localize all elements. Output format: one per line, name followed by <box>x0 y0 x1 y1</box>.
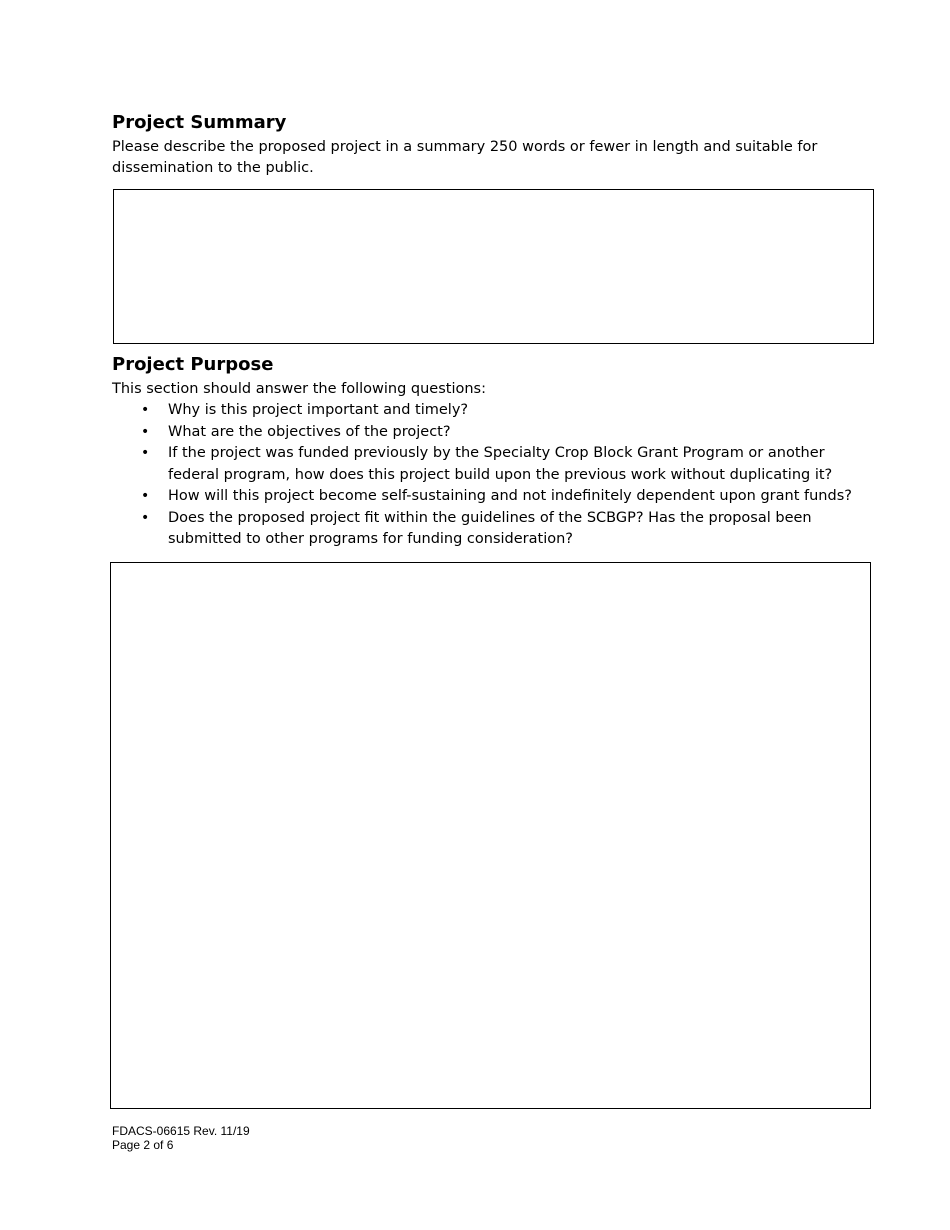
list-item <box>112 422 872 444</box>
bullet-icon: • <box>141 509 150 526</box>
bullet-icon: • <box>141 423 150 440</box>
project-purpose-intro: This section should answer the following questions: <box>112 381 486 397</box>
page-footer <box>112 1124 250 1152</box>
project-purpose-input[interactable] <box>110 562 871 1109</box>
bullet-icon: • <box>141 402 150 418</box>
list-item <box>112 400 872 422</box>
bullet-icon: • <box>141 488 150 504</box>
question-text: Why is this project important and timely? <box>168 402 469 418</box>
question-text: Does the proposed project fit within the guidelines of the SCBGP? Has the proposal been submitted to other programs for funding consideration? <box>168 509 812 547</box>
list-item <box>112 443 872 486</box>
list-item <box>112 508 872 551</box>
form-number: FDACS-06615 Rev. 11/19 <box>112 1124 250 1138</box>
list-item <box>112 486 872 508</box>
bullet-icon: • <box>141 445 150 461</box>
project-summary-instructions: Please describe the proposed project in a summary 250 words or fewer in length and suitable for dissemination to the public. <box>112 139 818 176</box>
purpose-questions-list <box>112 400 872 551</box>
question-text: If the project was funded previously by the Specialty Crop Block Grant Program or another federal program, how does this project build upon the previous work without duplicating it? <box>168 445 833 483</box>
page-number: Page 2 of 6 <box>112 1138 174 1152</box>
project-summary-input[interactable] <box>113 189 874 344</box>
question-text: What are the objectives of the project? <box>168 423 451 440</box>
project-summary-heading: Project Summary <box>112 112 287 133</box>
question-text: How will this project become self-sustaining and not indefinitely dependent upon grant funds? <box>168 488 852 504</box>
project-purpose-heading: Project Purpose <box>112 354 274 375</box>
